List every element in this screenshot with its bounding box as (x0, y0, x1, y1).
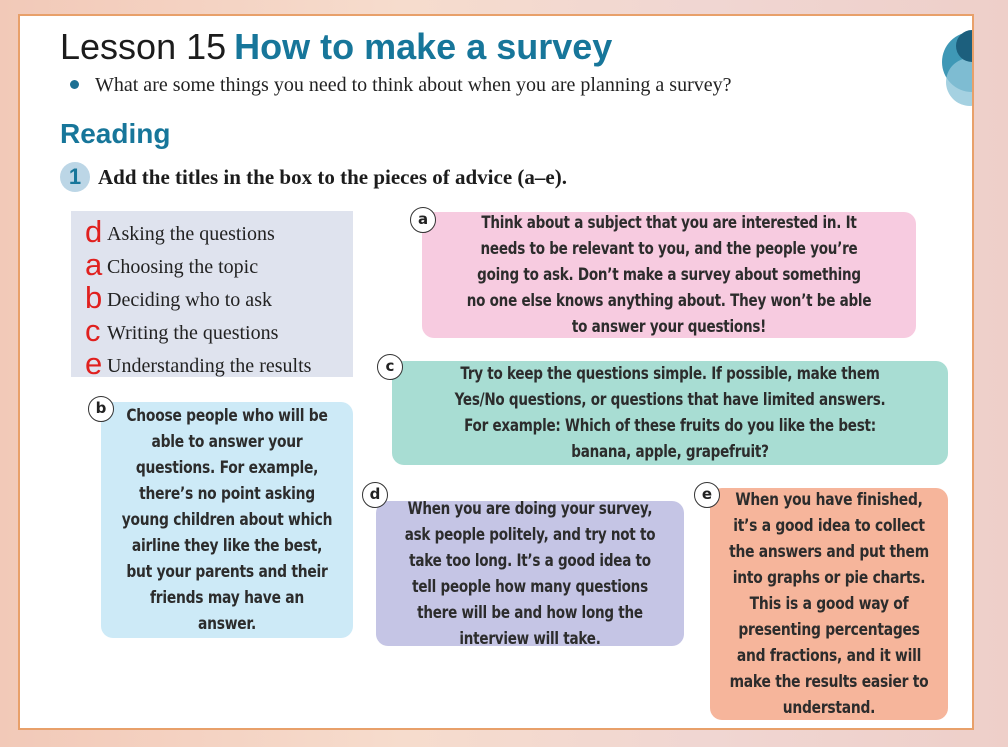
exercise-instruction (60, 162, 567, 192)
bullet-icon (70, 80, 79, 89)
advice-card-a (422, 212, 916, 338)
title-text: Writing the questions (107, 322, 279, 344)
lesson-title (60, 26, 612, 68)
advice-label-c: c (377, 354, 403, 380)
advice-text: Think about a subject that you are interested in. It needs to be relevant to you, and the people you’re going to ask. Don’t make a survey about something no one else knows anything about. They won’t be able to answer your questions! (466, 213, 872, 336)
advice-card-e (710, 488, 948, 720)
exercise-number: 1 (60, 162, 90, 192)
section-heading: Reading (60, 118, 171, 149)
lead-in-question (70, 74, 732, 97)
lesson-topic: How to make a survey (234, 26, 613, 67)
title-item (85, 248, 353, 281)
advice-text: When you have finished, it’s a good idea to collect the answers and put them into graphs or pie charts. This is a good way of presenting percentages and fractions, and it will make the results easier to understand. (729, 490, 929, 717)
handwritten-answer: d (85, 214, 103, 249)
handwritten-answer: e (85, 346, 103, 381)
handwritten-answer: b (85, 280, 103, 315)
advice-card-d (376, 498, 684, 648)
title-text: Choosing the topic (107, 256, 259, 278)
advice-text: Try to keep the questions simple. If possible, make them Yes/No questions, or questions that have limited answers. For example: Which of these fruits do you like the best: banana, apple, grapefruit? (454, 364, 886, 461)
title-text: Deciding who to ask (107, 289, 272, 311)
advice-label-d: d (362, 482, 388, 508)
title-item (85, 314, 353, 347)
lead-in-question-text: What are some things you need to think about when you are planning a survey? (95, 74, 732, 96)
advice-text: When you are doing your survey, ask people politely, and try not to take too long. It’s a good idea to tell people how many questions there will be and how long the interview will take. (404, 498, 656, 648)
title-text: Understanding the results (107, 355, 312, 377)
decorative-circles-icon (932, 24, 972, 114)
titles-box (71, 211, 353, 381)
title-item (85, 347, 353, 380)
title-text: Asking the questions (107, 223, 275, 245)
advice-label-a: a (410, 207, 436, 233)
handwritten-answer: c (85, 313, 101, 348)
advice-label-e: e (694, 482, 720, 508)
title-item (85, 281, 353, 314)
handwritten-answer: a (85, 247, 103, 282)
advice-card-b (101, 402, 353, 638)
exercise-instruction-text: Add the titles in the box to the pieces of advice (a–e). (98, 165, 567, 189)
title-item (85, 215, 353, 248)
lesson-number: Lesson 15 (60, 26, 227, 67)
advice-label-b: b (88, 396, 114, 422)
advice-text: Choose people who will be able to answer your questions. For example, there’s no point asking young children about which airline they like the best, but your parents and their friends may have an answer. (121, 406, 333, 633)
advice-card-c (392, 361, 948, 465)
textbook-page (18, 14, 974, 730)
